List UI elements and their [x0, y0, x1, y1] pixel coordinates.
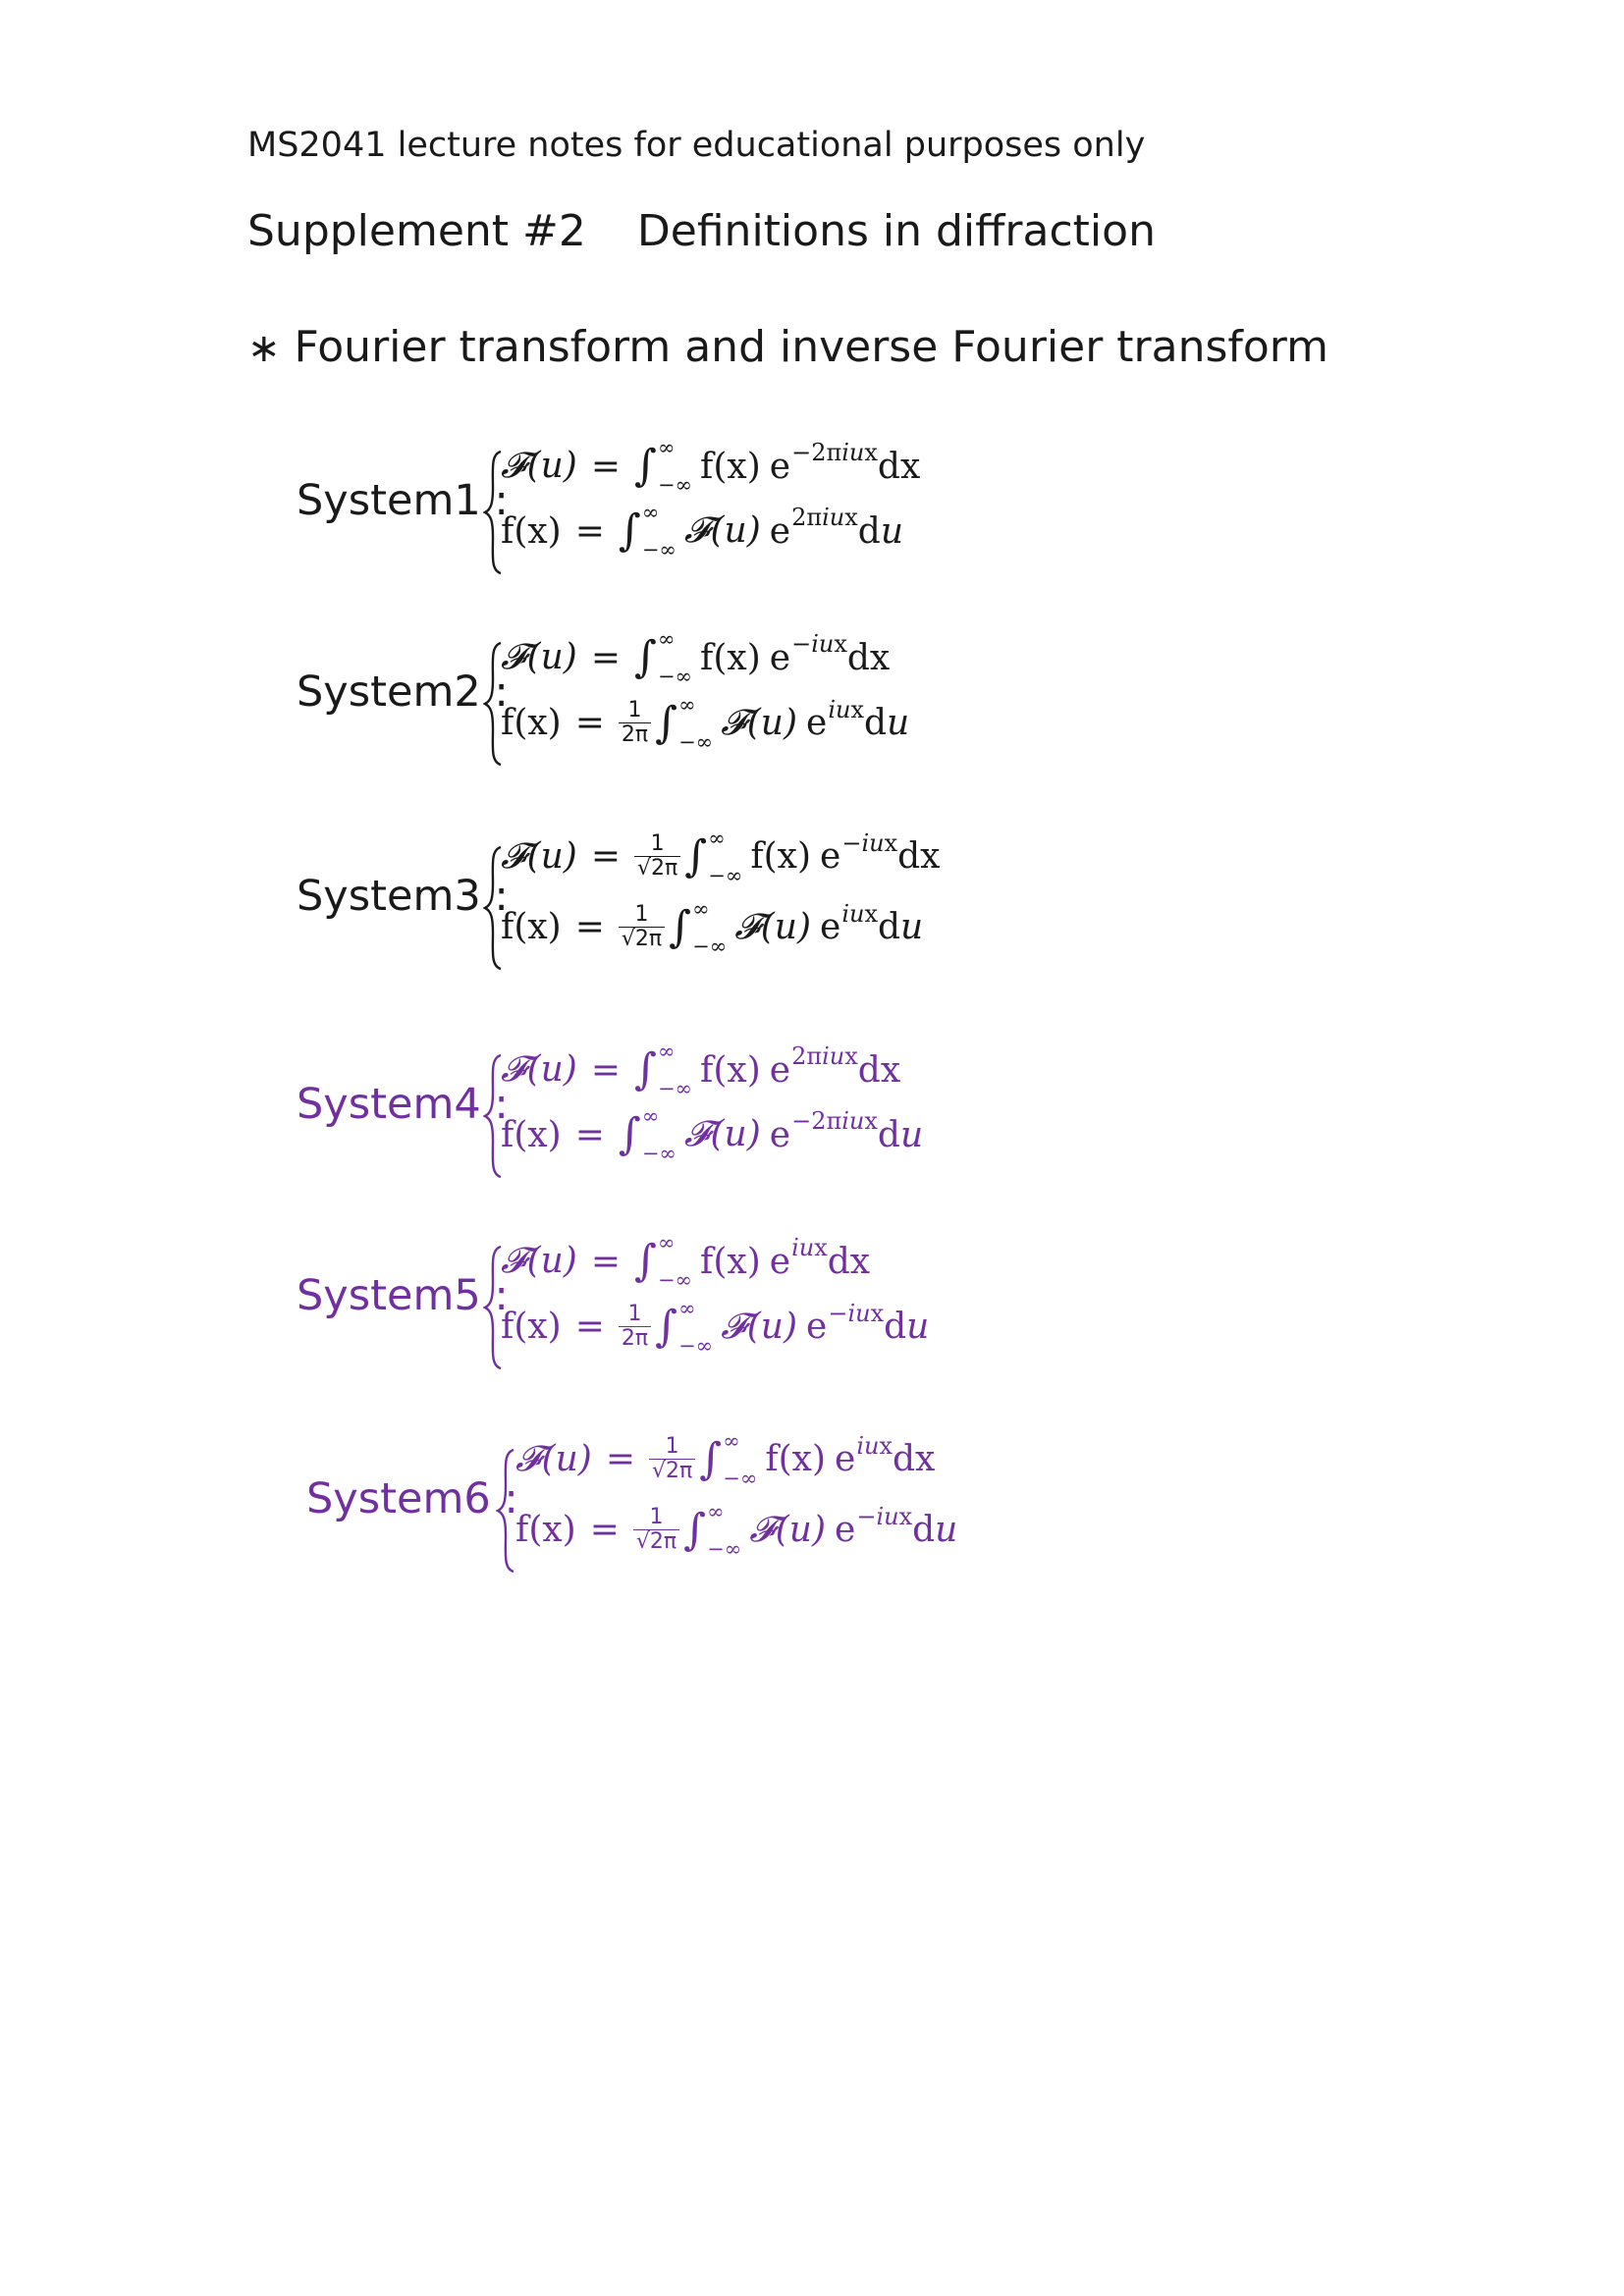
exponent: 𝑖𝑢x: [828, 695, 864, 723]
equals-sign: =: [574, 1114, 605, 1155]
exponent: 2π𝑖𝑢x: [791, 1042, 858, 1071]
integral-lower-limit: −∞: [641, 1142, 677, 1166]
fraction-denominator: √2π: [649, 1459, 695, 1483]
integral-sign: [618, 501, 677, 562]
integral-upper-limit: ∞: [657, 1040, 676, 1063]
system-label: System3 :: [297, 872, 509, 921]
integral-upper-limit: ∞: [707, 1499, 725, 1523]
integrand: f(x): [700, 1049, 761, 1091]
fraction-numerator: 1: [634, 902, 649, 927]
system-3: [0, 826, 1624, 999]
integral-lower-limit: −∞: [692, 934, 728, 958]
supplement-title: Definitions in diffraction: [636, 206, 1156, 256]
exponential-base: e: [769, 510, 791, 552]
equals-sign: =: [590, 637, 622, 678]
differential: dx: [893, 1439, 936, 1480]
fraction-numerator: 1: [627, 1302, 642, 1326]
integral-lower-limit: −∞: [641, 538, 677, 562]
exponent: 2π𝑖𝑢x: [791, 504, 858, 532]
exponential-base: e: [835, 1510, 856, 1551]
integral-sign: [634, 436, 693, 498]
integral-upper-limit: ∞: [641, 1104, 660, 1128]
system-1: [0, 437, 1624, 604]
exponential-base: e: [806, 1307, 828, 1348]
integral-sign: [634, 1231, 693, 1293]
exponential-base: e: [806, 703, 828, 744]
integral-upper-limit: ∞: [678, 1296, 696, 1320]
normalization-fraction: [634, 832, 680, 881]
equals-sign: =: [574, 703, 605, 744]
exponent: 𝑖𝑢x: [856, 1431, 893, 1460]
integrand: 𝓕(𝑢): [721, 1306, 798, 1347]
inverse-equation: [501, 1104, 924, 1166]
equals-sign: =: [574, 907, 605, 948]
system-5: [0, 1232, 1624, 1399]
integrand: 𝓕(𝑢): [721, 702, 798, 743]
integral-symbol: ∫: [669, 901, 692, 952]
inverse-equation: [501, 1296, 930, 1358]
section-title: Fourier transform and inverse Fourier transform: [294, 322, 1328, 372]
integral-upper-limit: ∞: [657, 1231, 676, 1255]
equation-lhs: f(x): [515, 1510, 576, 1551]
forward-equation: [501, 1040, 901, 1101]
equation-lhs: 𝓕(𝑢): [501, 1241, 577, 1282]
integral-symbol: ∫: [655, 1301, 678, 1352]
forward-equation: [501, 1231, 871, 1293]
integral-sign: [655, 1296, 714, 1358]
exponent: −𝑖𝑢x: [841, 828, 898, 857]
inverse-equation: [501, 896, 924, 958]
integrand: f(x): [700, 1241, 761, 1282]
equation-lhs: 𝓕(𝑢): [501, 1049, 577, 1091]
integrand: f(x): [765, 1439, 827, 1480]
integral-symbol: ∫: [699, 1433, 723, 1484]
fraction-numerator: 1: [665, 1434, 679, 1459]
integral-lower-limit: −∞: [678, 729, 714, 754]
inverse-equation: [515, 1499, 958, 1561]
equation-lhs: f(x): [501, 510, 562, 552]
exponent: −2π𝑖𝑢x: [791, 1107, 878, 1136]
equals-sign: =: [590, 1241, 622, 1282]
integrand: 𝓕(𝑢): [683, 510, 761, 552]
integral-symbol: ∫: [618, 506, 641, 557]
integral-sign: [683, 1499, 742, 1561]
integral-sign: [634, 1040, 693, 1101]
lecture-notes-header: MS2041 lecture notes for educational purposes only: [247, 126, 1146, 165]
equation-lhs: 𝓕(𝑢): [501, 637, 577, 678]
exponential-base: e: [820, 907, 841, 948]
system-label: System5 :: [297, 1271, 509, 1320]
equation-lhs: f(x): [501, 1114, 562, 1155]
exponential-base: e: [769, 1114, 791, 1155]
integral-sign: [634, 627, 693, 689]
inverse-equation: [501, 501, 904, 562]
exponential-base: e: [769, 1241, 791, 1282]
equals-sign: =: [574, 510, 605, 552]
normalization-fraction: [619, 903, 665, 951]
integral-lower-limit: −∞: [657, 473, 693, 498]
integral-upper-limit: ∞: [657, 627, 676, 651]
integral-limits: [678, 692, 714, 754]
exponent: −2π𝑖𝑢x: [791, 439, 878, 467]
integrand: 𝓕(𝑢): [734, 906, 812, 947]
integral-limits: [657, 436, 693, 498]
equation-lhs: f(x): [501, 703, 562, 744]
system-2: [0, 628, 1624, 795]
equals-sign: =: [590, 1049, 622, 1091]
integral-limits: [641, 501, 677, 562]
integral-lower-limit: −∞: [657, 1268, 693, 1293]
equals-sign: =: [589, 1510, 620, 1551]
fraction-denominator: 2π: [619, 722, 651, 747]
forward-equation: [501, 627, 891, 689]
integral-symbol: ∫: [634, 632, 657, 683]
fraction-numerator: 1: [650, 831, 665, 856]
forward-equation: [501, 826, 941, 887]
normalization-fraction: [633, 1506, 679, 1554]
integral-limits: [657, 1231, 693, 1293]
integral-lower-limit: −∞: [723, 1466, 758, 1490]
equation-lhs: 𝓕(𝑢): [515, 1438, 592, 1479]
equals-sign: =: [590, 446, 622, 487]
integral-sign: [684, 826, 743, 887]
differential: dx: [897, 836, 941, 878]
integral-sign: [618, 1104, 677, 1166]
integral-limits: [657, 627, 693, 689]
integral-lower-limit: −∞: [707, 1536, 742, 1561]
normalization-fraction: [649, 1435, 695, 1483]
inverse-equation: [501, 692, 910, 754]
integral-sign: [655, 692, 714, 754]
exponential-base: e: [835, 1439, 856, 1480]
forward-equation: [515, 1428, 936, 1490]
exponent: −𝑖𝑢x: [856, 1502, 913, 1530]
integrand: f(x): [750, 836, 812, 878]
integral-sign: [699, 1428, 758, 1490]
integral-sign: [669, 896, 728, 958]
system-label: System4 :: [297, 1080, 509, 1129]
integral-limits: [678, 1296, 714, 1358]
fraction-denominator: √2π: [619, 927, 665, 951]
equation-lhs: 𝓕(𝑢): [501, 446, 577, 487]
fraction-denominator: √2π: [633, 1529, 679, 1554]
differential: d𝑢: [877, 1114, 924, 1155]
differential: d𝑢: [884, 1307, 930, 1348]
exponential-base: e: [769, 446, 791, 487]
forward-equation: [501, 436, 921, 498]
integral-lower-limit: −∞: [657, 665, 693, 689]
integrand: f(x): [700, 446, 761, 487]
normalization-fraction: [619, 1303, 651, 1351]
integrand: f(x): [700, 637, 761, 678]
equation-lhs: 𝓕(𝑢): [501, 835, 577, 877]
fraction-denominator: √2π: [634, 856, 680, 881]
integral-limits: [692, 896, 728, 958]
asterisk-bullet-icon: ∗: [247, 326, 281, 371]
equation-lhs: f(x): [501, 1307, 562, 1348]
integral-symbol: ∫: [618, 1109, 641, 1160]
fraction-denominator: 2π: [619, 1326, 651, 1351]
integral-lower-limit: −∞: [678, 1333, 714, 1358]
integral-limits: [707, 1499, 742, 1561]
system-label: System6 :: [306, 1474, 518, 1523]
differential: d𝑢: [878, 907, 924, 948]
fraction-numerator: 1: [649, 1505, 664, 1529]
supplement-number: Supplement #2: [247, 206, 586, 256]
integral-symbol: ∫: [634, 1236, 657, 1287]
exponential-base: e: [820, 836, 841, 878]
system-4: [0, 1041, 1624, 1207]
equals-sign: =: [590, 836, 622, 878]
differential: dx: [857, 1049, 901, 1091]
integral-symbol: ∫: [634, 441, 657, 492]
integral-lower-limit: −∞: [708, 863, 743, 887]
integral-limits: [708, 826, 743, 887]
integral-upper-limit: ∞: [723, 1428, 740, 1453]
section-heading: [247, 322, 1328, 372]
differential: dx: [827, 1241, 871, 1282]
equals-sign: =: [574, 1307, 605, 1348]
integral-symbol: ∫: [684, 830, 708, 881]
equation-lhs: f(x): [501, 907, 562, 948]
exponential-base: e: [769, 1049, 791, 1091]
differential: d𝑢: [912, 1510, 958, 1551]
integral-upper-limit: ∞: [692, 896, 710, 921]
equals-sign: =: [605, 1439, 636, 1480]
system-6: [0, 1428, 1624, 1602]
system-label: System2 :: [297, 667, 509, 717]
integral-upper-limit: ∞: [678, 692, 696, 717]
integrand: 𝓕(𝑢): [749, 1509, 827, 1550]
integral-upper-limit: ∞: [708, 826, 726, 850]
exponent: −𝑖𝑢x: [791, 630, 847, 659]
differential: d𝑢: [864, 703, 910, 744]
integral-symbol: ∫: [655, 697, 678, 748]
integral-symbol: ∫: [634, 1044, 657, 1095]
integral-limits: [641, 1104, 677, 1166]
integral-limits: [723, 1428, 758, 1490]
integral-symbol: ∫: [683, 1504, 707, 1555]
exponent: 𝑖𝑢x: [791, 1234, 828, 1262]
differential: dx: [877, 446, 921, 487]
exponential-base: e: [769, 637, 791, 678]
integral-limits: [657, 1040, 693, 1101]
fraction-numerator: 1: [627, 698, 642, 722]
integral-upper-limit: ∞: [657, 436, 676, 459]
differential: d𝑢: [857, 510, 904, 552]
exponent: −𝑖𝑢x: [828, 1299, 885, 1327]
left-brace-icon: [496, 1447, 517, 1575]
integral-upper-limit: ∞: [641, 501, 660, 524]
supplement-heading: [247, 206, 1156, 256]
exponent: 𝑖𝑢x: [841, 899, 879, 928]
normalization-fraction: [619, 699, 651, 747]
differential: dx: [846, 637, 891, 678]
integral-lower-limit: −∞: [657, 1077, 693, 1101]
system-label: System1 :: [297, 476, 509, 525]
integrand: 𝓕(𝑢): [683, 1114, 761, 1155]
